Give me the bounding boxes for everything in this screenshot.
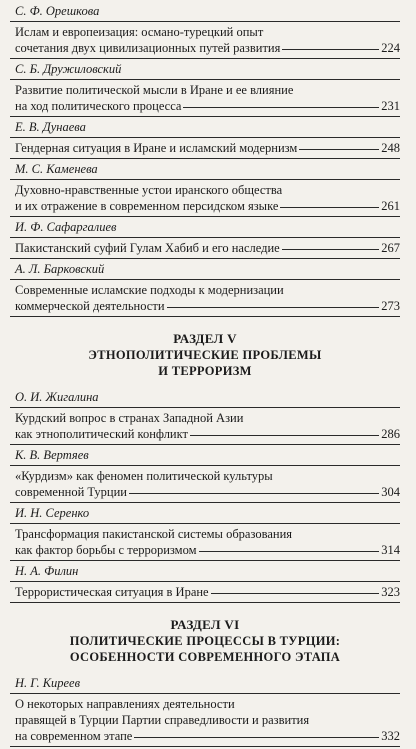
section-heading-line-2: И ТЕРРОРИЗМ — [158, 364, 252, 378]
toc-title-line: Гендерная ситуация в Иране и исламский модернизм — [15, 141, 298, 155]
toc-title-line: Пакистанский суфий Гулам Хабиб и его наследие — [15, 241, 280, 255]
author-rule — [10, 523, 400, 524]
toc-entry — [10, 563, 400, 603]
toc-title-line: О некоторых направлениях деятельности — [15, 697, 235, 711]
dot-leader — [299, 149, 379, 150]
toc-title — [10, 24, 400, 56]
toc-group-1 — [10, 3, 400, 317]
toc-title — [10, 140, 400, 156]
page-number: 304 — [381, 485, 400, 499]
toc-entry — [10, 219, 400, 259]
entry-rule — [10, 216, 400, 217]
dot-leader — [282, 49, 379, 50]
dot-leader — [199, 551, 380, 552]
dot-leader — [129, 493, 379, 494]
author-rule — [10, 79, 400, 80]
toc-title-line: Курдский вопрос в странах Западной Азии — [15, 411, 244, 425]
entry-rule — [10, 444, 400, 445]
toc-title-last-line — [15, 298, 400, 314]
author-rule — [10, 465, 400, 466]
page-number: 261 — [381, 199, 400, 213]
dot-leader — [211, 593, 380, 594]
toc-author: Н. А. Филин — [15, 564, 79, 578]
toc-group-2 — [10, 389, 400, 603]
toc-entry — [10, 447, 400, 503]
toc-author: И. Ф. Сафаргалиев — [15, 220, 117, 234]
toc-title — [10, 584, 400, 600]
toc-title-line: современной Турции — [15, 485, 127, 499]
dot-leader — [183, 107, 379, 108]
toc-title-last-line — [15, 40, 400, 56]
author-rule — [10, 137, 400, 138]
toc-entry — [10, 389, 400, 445]
page-number: 231 — [381, 99, 400, 113]
page-number: 332 — [381, 729, 400, 743]
toc-title — [10, 240, 400, 256]
toc-title-last-line — [15, 98, 400, 114]
author-rule — [10, 179, 400, 180]
toc-title-last-line — [15, 198, 400, 214]
toc-title-last-line — [15, 240, 400, 256]
toc-title — [10, 410, 400, 442]
section-heading-line-1: ПОЛИТИЧЕСКИЕ ПРОЦЕССЫ В ТУРЦИИ: — [69, 634, 341, 648]
author-rule — [10, 407, 400, 408]
toc-title — [10, 282, 400, 314]
toc-title-line: и их отражение в современном персидском языке — [15, 199, 279, 213]
entry-rule — [10, 316, 400, 317]
dot-leader — [280, 207, 379, 208]
toc-title-line: на ход политического процесса — [15, 99, 182, 113]
toc-entry — [10, 119, 400, 159]
entry-rule — [10, 58, 400, 59]
toc-title-last-line — [15, 484, 400, 500]
toc-title — [10, 468, 400, 500]
toc-author: Н. Г. Киреев — [15, 676, 81, 690]
section-header-5 — [10, 331, 400, 379]
toc-author: А. Л. Барковский — [15, 262, 105, 276]
page-number: 273 — [381, 299, 400, 313]
section-label: РАЗДЕЛ VI — [170, 617, 240, 632]
toc-entry — [10, 161, 400, 217]
toc-title-last-line — [15, 140, 400, 156]
toc-author: И. Н. Серенко — [15, 506, 90, 520]
page-number: 267 — [381, 241, 400, 255]
section-heading-line-2: ОСОБЕННОСТИ СОВРЕМЕННОГО ЭТАПА — [69, 650, 341, 664]
toc-title-last-line — [15, 542, 400, 558]
toc-entry — [10, 61, 400, 117]
entry-rule — [10, 258, 400, 259]
toc-author: О. И. Жигалина — [15, 390, 99, 404]
author-rule — [10, 21, 400, 22]
dot-leader — [282, 249, 380, 250]
toc-title-line: на современном этапе — [15, 729, 133, 743]
author-rule — [10, 581, 400, 582]
toc-title-last-line — [15, 584, 400, 600]
toc-author: Е. В. Дунаева — [15, 120, 86, 134]
page-number: 286 — [381, 427, 400, 441]
entry-rule — [10, 560, 400, 561]
toc-title-line: Современные исламские подходы к модернизации — [15, 283, 284, 297]
toc-title — [10, 182, 400, 214]
entry-rule — [10, 602, 400, 603]
page-number: 323 — [381, 585, 400, 599]
toc-entry — [10, 261, 400, 317]
author-rule — [10, 693, 400, 694]
toc-entry — [10, 675, 400, 747]
toc-title-line: «Курдизм» как феномен политической культуры — [15, 469, 273, 483]
page-number: 224 — [381, 41, 400, 55]
toc-title-line: правящей в Турции Партии справедливости и развития — [15, 713, 310, 727]
author-rule — [10, 237, 400, 238]
entry-rule — [10, 116, 400, 117]
table-of-contents — [10, 2, 400, 749]
toc-author: С. Б. Дружиловский — [15, 62, 122, 76]
toc-group-3 — [10, 675, 400, 747]
author-rule — [10, 279, 400, 280]
entry-rule — [10, 158, 400, 159]
toc-title — [10, 82, 400, 114]
page-number: 248 — [381, 141, 400, 155]
toc-title-last-line — [15, 728, 400, 744]
toc-title-line: коммерческой деятельности — [15, 299, 165, 313]
section-heading-line-1: ЭТНОПОЛИТИЧЕСКИЕ ПРОБЛЕМЫ — [88, 348, 322, 362]
toc-title-line: Ислам и европеизация: османо-турецкий опыт — [15, 25, 264, 39]
toc-title — [10, 696, 400, 744]
entry-rule — [10, 502, 400, 503]
dot-leader — [190, 435, 379, 436]
toc-author: К. В. Вертяев — [15, 448, 89, 462]
dot-leader — [134, 737, 379, 738]
toc-title-line: Террористическая ситуация в Иране — [15, 585, 209, 599]
toc-title-line: Трансформация пакистанской системы образования — [15, 527, 293, 541]
page-number: 314 — [381, 543, 400, 557]
toc-title-last-line — [15, 426, 400, 442]
toc-title — [10, 526, 400, 558]
section-label: РАЗДЕЛ V — [173, 331, 237, 346]
toc-title-line: как фактор борьбы с терроризмом — [15, 543, 197, 557]
toc-title-line: Развитие политической мысли в Иране и ее влияние — [15, 83, 294, 97]
toc-author: С. Ф. Орешкова — [15, 4, 100, 18]
toc-title-line: сочетания двух цивилизационных путей развития — [15, 41, 281, 55]
dot-leader — [167, 307, 380, 308]
section-header-6 — [10, 617, 400, 665]
toc-title-line: Духовно-нравственные устои иранского общества — [15, 183, 283, 197]
toc-entry — [10, 3, 400, 59]
toc-entry — [10, 505, 400, 561]
entry-rule — [10, 746, 400, 747]
toc-author: М. С. Каменева — [15, 162, 98, 176]
toc-title-line: как этнополитический конфликт — [15, 427, 188, 441]
